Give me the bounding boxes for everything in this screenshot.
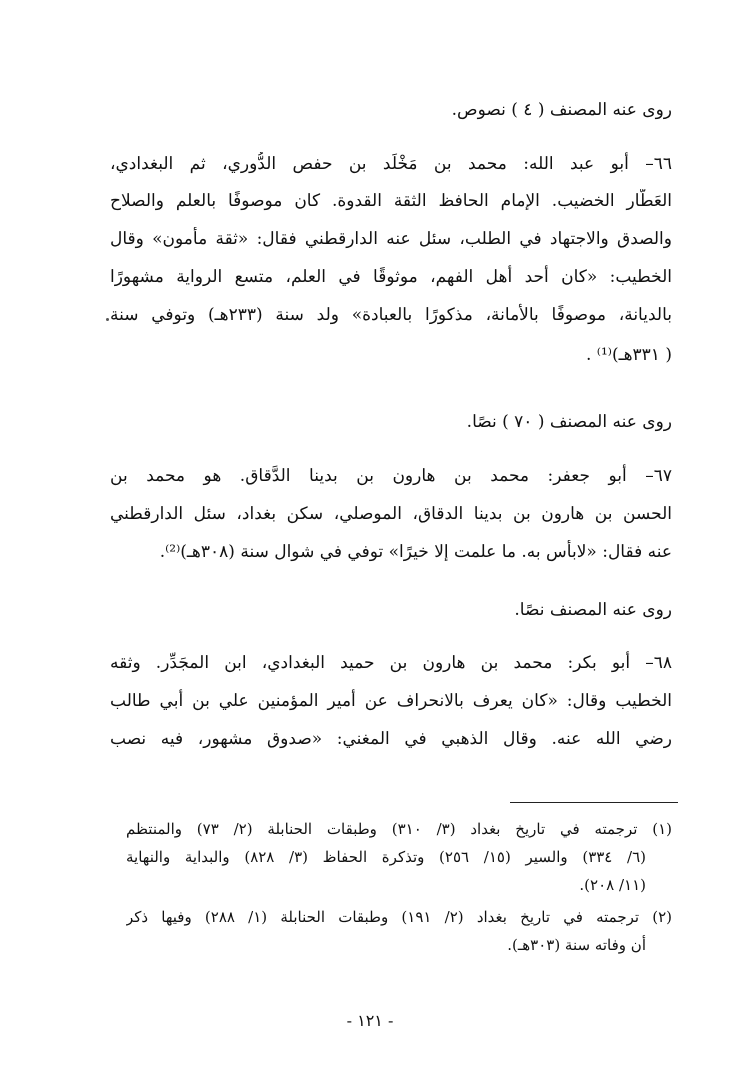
text-line-13: ٦٨– أبو بكر: محمد بن هارون بن حميد البغدادي، ابن المجَدِّر. وثقه [110,653,672,673]
text-line-7: ( ٣٣١هـ)⁽¹⁾ . [585,345,672,365]
scan-speck [106,318,109,321]
footnote-separator [510,802,678,803]
text-line-15: رضي الله عنه. وقال الذهبي في المغني: «صدوق مشهور، فيه نصب [110,729,672,749]
footnote-2-line-2: أن وفاته سنة (٣٠٣هـ). [507,936,646,954]
footnote-1-line-2: (٦/ ٣٣٤) والسير (١٥/ ٢٥٦) وتذكرة الحفاظ (٣/ ٨٢٨) والبداية والنهاية [126,848,646,866]
text-line-11: عنه فقال: «لابأس به. ما علمت إلا خيرًا» توفي في شوال سنة (٣٠٨هـ)⁽²⁾. [159,542,672,562]
text-line-5: الخطيب: «كان أحد أهل الفهم، موثوقًا في العلم، متسع الرواية مشهورًا [110,267,672,287]
text-line-4: والصدق والاجتهاد في الطلب، سئل عنه الدارقطني فقال: «ثقة مأمون» وقال [110,229,672,249]
text-line-14: الخطيب وقال: «كان يعرف بالانحراف عن أمير المؤمنين علي بن أبي طالب [110,691,672,711]
text-line-10: الحسن بن هارون بن بدينا الدقاق، الموصلي، سكن بغداد، سئل الدارقطني [110,504,672,524]
text-line-9: ٦٧– أبو جعفر: محمد بن هارون بن بدينا الدَّقاق. هو محمد بن [110,466,672,486]
text-line-2: ٦٦– أبو عبد الله: محمد بن مَخْلَد بن حفص الدُّوري، ثم البغدادي، [110,154,672,174]
text-line-1: روى عنه المصنف ( ٤ ) نصوص. [451,100,672,120]
footnote-1-line-1: (١) ترجمته في تاريخ بغداد (٣/ ٣١٠) وطبقات الحنابلة (٢/ ٧٣) والمنتظم [126,820,672,838]
page-number: - ١٢١ - [346,1011,394,1030]
text-line-3: العَطَّار الخضيب. الإمام الحافظ الثقة القدوة. كان موصوفًا بالعلم والصلاح [110,191,672,211]
text-line-6: بالديانة، موصوفًا بالأمانة، مذكورًا بالعبادة» ولد سنة (٢٣٣هـ) وتوفي سنة [110,305,672,325]
footnote-2-line-1: (٢) ترجمته في تاريخ بغداد (٢/ ١٩١) وطبقات الحنابلة (١/ ٢٨٨) وفيها ذكر [126,908,672,926]
footnote-1-line-3: (١١/ ٢٠٨). [579,876,646,894]
text-line-8: روى عنه المصنف ( ٧٠ ) نصًا. [466,412,672,432]
text-line-12: روى عنه المصنف نصًا. [514,600,672,620]
